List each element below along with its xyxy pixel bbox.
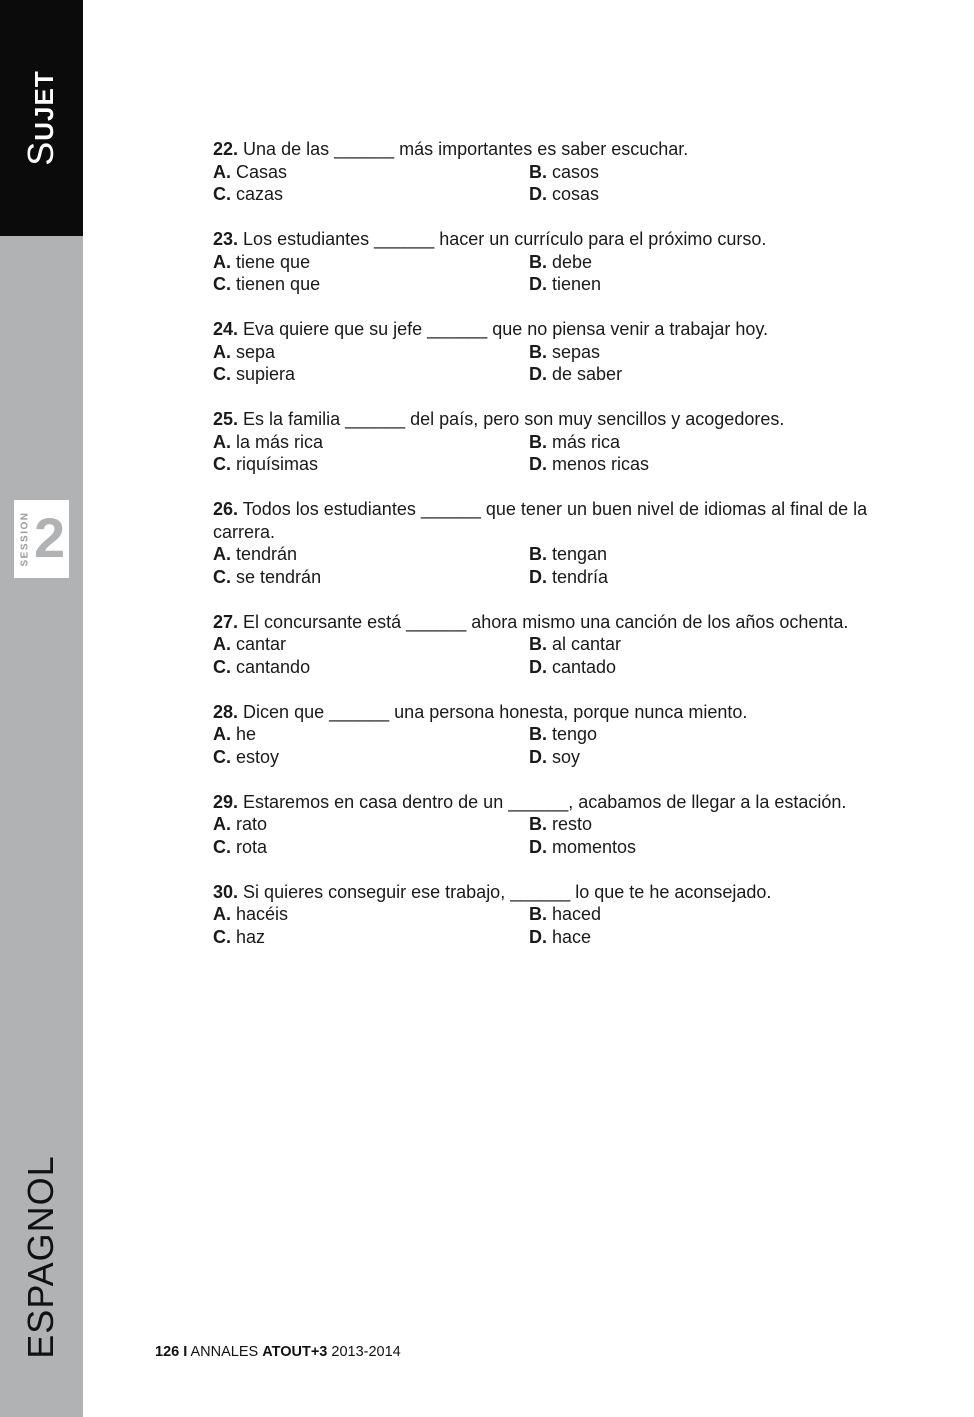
answer-option: [213, 723, 529, 746]
answer-option: [529, 431, 913, 454]
option-text: tienen: [552, 274, 602, 294]
question-block: [213, 791, 913, 859]
answer-options: [213, 543, 913, 588]
question-prompt: Estaremos en casa dentro de un ______, acabamos de llegar a la estación.: [243, 791, 847, 812]
option-text: rato: [236, 814, 268, 834]
answer-options: [213, 431, 913, 476]
option-letter: D.: [529, 746, 547, 767]
option-letter: D.: [529, 364, 547, 384]
subject-label: ESPAGNOL: [20, 1155, 61, 1359]
option-letter: A.: [213, 904, 231, 924]
option-text: hace: [552, 926, 592, 947]
option-text: menos ricas: [552, 454, 650, 474]
option-letter: D.: [529, 566, 547, 587]
option-letter: C.: [213, 926, 231, 947]
question-text: [213, 881, 913, 904]
option-text: tiene que: [236, 251, 311, 272]
question-prompt: Una de las ______ más importantes es saber escuchar.: [243, 139, 689, 159]
answer-option: [213, 903, 529, 926]
option-letter: C.: [213, 656, 231, 677]
answer-options: [213, 251, 913, 296]
answer-option: [529, 273, 913, 296]
answer-option: [529, 183, 913, 206]
footer-years: 2013-2014: [331, 1344, 401, 1360]
question-block: [213, 228, 913, 296]
option-text: Casas: [236, 161, 288, 182]
question-text: [213, 318, 913, 341]
question-text: [213, 408, 913, 431]
question-block: [213, 701, 913, 769]
option-letter: B.: [529, 814, 547, 834]
answer-options: [213, 813, 913, 858]
question-number: 29.: [213, 791, 239, 812]
option-text: cantar: [236, 634, 287, 654]
question-prompt: Si quieres conseguir ese trabajo, ______ lo que te he aconsejado.: [243, 881, 772, 902]
page-number: 126: [155, 1344, 180, 1360]
question-text: [213, 791, 913, 814]
sidebar-header-block: [0, 0, 83, 236]
question-block: [213, 138, 913, 206]
question-prompt: Los estudiantes ______ hacer un currículo para el próximo curso.: [243, 229, 767, 249]
page-footer: [155, 1344, 401, 1360]
option-text: hacéis: [236, 904, 289, 924]
sidebar: [0, 0, 83, 1417]
option-text: cantando: [236, 656, 311, 677]
answer-option: [529, 926, 913, 949]
answer-option: [213, 363, 529, 386]
question-text: [213, 138, 913, 161]
answer-option: [529, 633, 913, 656]
option-text: momentos: [552, 836, 637, 857]
option-text: tengo: [552, 724, 598, 744]
answer-options: [213, 633, 913, 678]
answer-option: [529, 363, 913, 386]
answer-option: [529, 836, 913, 859]
option-text: la más rica: [236, 431, 324, 452]
answer-option: [213, 273, 529, 296]
answer-option: [529, 813, 913, 836]
option-text: más rica: [552, 431, 621, 452]
answer-option: [529, 251, 913, 274]
answer-option: [529, 161, 913, 184]
question-number: 24.: [213, 319, 239, 339]
option-text: soy: [552, 746, 581, 767]
session-number: 2: [34, 506, 66, 569]
option-letter: A.: [213, 544, 231, 564]
option-text: se tendrán: [236, 566, 322, 587]
answer-option: [213, 566, 529, 589]
option-text: cosas: [552, 184, 600, 204]
option-letter: B.: [529, 251, 547, 272]
question-block: [213, 611, 913, 679]
question-number: 22.: [213, 139, 239, 159]
question-prompt: El concursante está ______ ahora mismo una canción de los años ochenta.: [243, 611, 849, 632]
answer-option: [213, 183, 529, 206]
option-letter: A.: [213, 251, 231, 272]
option-letter: A.: [213, 724, 231, 744]
answer-option: [529, 453, 913, 476]
option-letter: D.: [529, 926, 547, 947]
sujet-label: [20, 70, 62, 165]
question-number: 25.: [213, 409, 239, 429]
answer-options: [213, 161, 913, 206]
option-text: rota: [236, 836, 268, 857]
option-text: debe: [552, 251, 593, 272]
option-letter: C.: [213, 836, 231, 857]
answer-options: [213, 723, 913, 768]
question-list: [213, 138, 913, 971]
option-letter: C.: [213, 566, 231, 587]
answer-options: [213, 341, 913, 386]
option-letter: D.: [529, 184, 547, 204]
option-text: supiera: [236, 364, 296, 384]
option-text: sepas: [552, 341, 601, 362]
question-prompt: Eva quiere que su jefe ______ que no piensa venir a trabajar hoy.: [243, 319, 769, 339]
answer-options: [213, 903, 913, 948]
sujet-rest: UJET: [29, 70, 59, 141]
option-letter: B.: [529, 544, 547, 564]
footer-separator: I: [183, 1344, 188, 1360]
answer-option: [529, 723, 913, 746]
option-text: riquísimas: [236, 454, 319, 474]
option-letter: D.: [529, 656, 547, 677]
option-letter: B.: [529, 341, 547, 362]
option-letter: B.: [529, 904, 547, 924]
session-badge: [14, 500, 69, 578]
question-block: [213, 498, 913, 588]
option-text: he: [236, 724, 257, 744]
option-text: tendrán: [236, 544, 298, 564]
answer-option: [213, 341, 529, 364]
question-block: [213, 408, 913, 476]
option-letter: A.: [213, 634, 231, 654]
question-text: [213, 228, 913, 251]
answer-option: [213, 813, 529, 836]
option-letter: A.: [213, 814, 231, 834]
answer-option: [529, 341, 913, 364]
question-block: [213, 881, 913, 949]
option-letter: A.: [213, 431, 231, 452]
option-text: sepa: [236, 341, 276, 362]
answer-option: [529, 746, 913, 769]
option-text: estoy: [236, 746, 280, 767]
option-text: tendría: [552, 566, 609, 587]
answer-option: [213, 431, 529, 454]
answer-option: [213, 926, 529, 949]
option-letter: C.: [213, 184, 231, 204]
option-letter: C.: [213, 364, 231, 384]
option-text: tienen que: [236, 274, 321, 294]
option-text: resto: [552, 814, 593, 834]
footer-annales: ANNALES: [190, 1344, 259, 1360]
question-text: [213, 611, 913, 634]
answer-option: [213, 161, 529, 184]
question-prompt: Todos los estudiantes ______ que tener un buen nivel de idiomas al final de la carrera.: [213, 499, 868, 542]
question-number: 28.: [213, 701, 239, 722]
answer-option: [213, 251, 529, 274]
option-letter: B.: [529, 161, 547, 182]
option-letter: B.: [529, 724, 547, 744]
option-text: cazas: [236, 184, 284, 204]
option-text: tengan: [552, 544, 608, 564]
footer-brand: ATOUT+3: [262, 1344, 328, 1360]
option-letter: D.: [529, 274, 547, 294]
question-number: 23.: [213, 229, 239, 249]
option-text: al cantar: [552, 634, 622, 654]
option-letter: B.: [529, 634, 547, 654]
answer-option: [213, 746, 529, 769]
option-letter: A.: [213, 341, 231, 362]
option-letter: C.: [213, 746, 231, 767]
answer-option: [213, 656, 529, 679]
answer-option: [529, 656, 913, 679]
answer-option: [213, 836, 529, 859]
option-text: de saber: [552, 364, 623, 384]
question-prompt: Es la familia ______ del país, pero son muy sencillos y acogedores.: [243, 409, 785, 429]
option-text: cantado: [552, 656, 617, 677]
option-letter: C.: [213, 454, 231, 474]
answer-option: [529, 903, 913, 926]
option-text: casos: [552, 161, 600, 182]
option-letter: C.: [213, 274, 231, 294]
option-letter: B.: [529, 431, 547, 452]
question-prompt: Dicen que ______ una persona honesta, porque nunca miento.: [243, 701, 748, 722]
option-letter: A.: [213, 161, 231, 182]
option-text: haz: [236, 926, 266, 947]
session-word: SESSION: [19, 511, 31, 567]
answer-option: [213, 453, 529, 476]
question-number: 30.: [213, 881, 239, 902]
question-number: 26.: [213, 499, 239, 519]
answer-option: [213, 633, 529, 656]
question-number: 27.: [213, 611, 239, 632]
answer-option: [213, 543, 529, 566]
option-text: haced: [552, 904, 602, 924]
answer-option: [529, 543, 913, 566]
question-text: [213, 498, 913, 543]
sujet-initial: S: [20, 140, 61, 166]
answer-option: [529, 566, 913, 589]
option-letter: D.: [529, 454, 547, 474]
option-letter: D.: [529, 836, 547, 857]
question-block: [213, 318, 913, 386]
question-text: [213, 701, 913, 724]
